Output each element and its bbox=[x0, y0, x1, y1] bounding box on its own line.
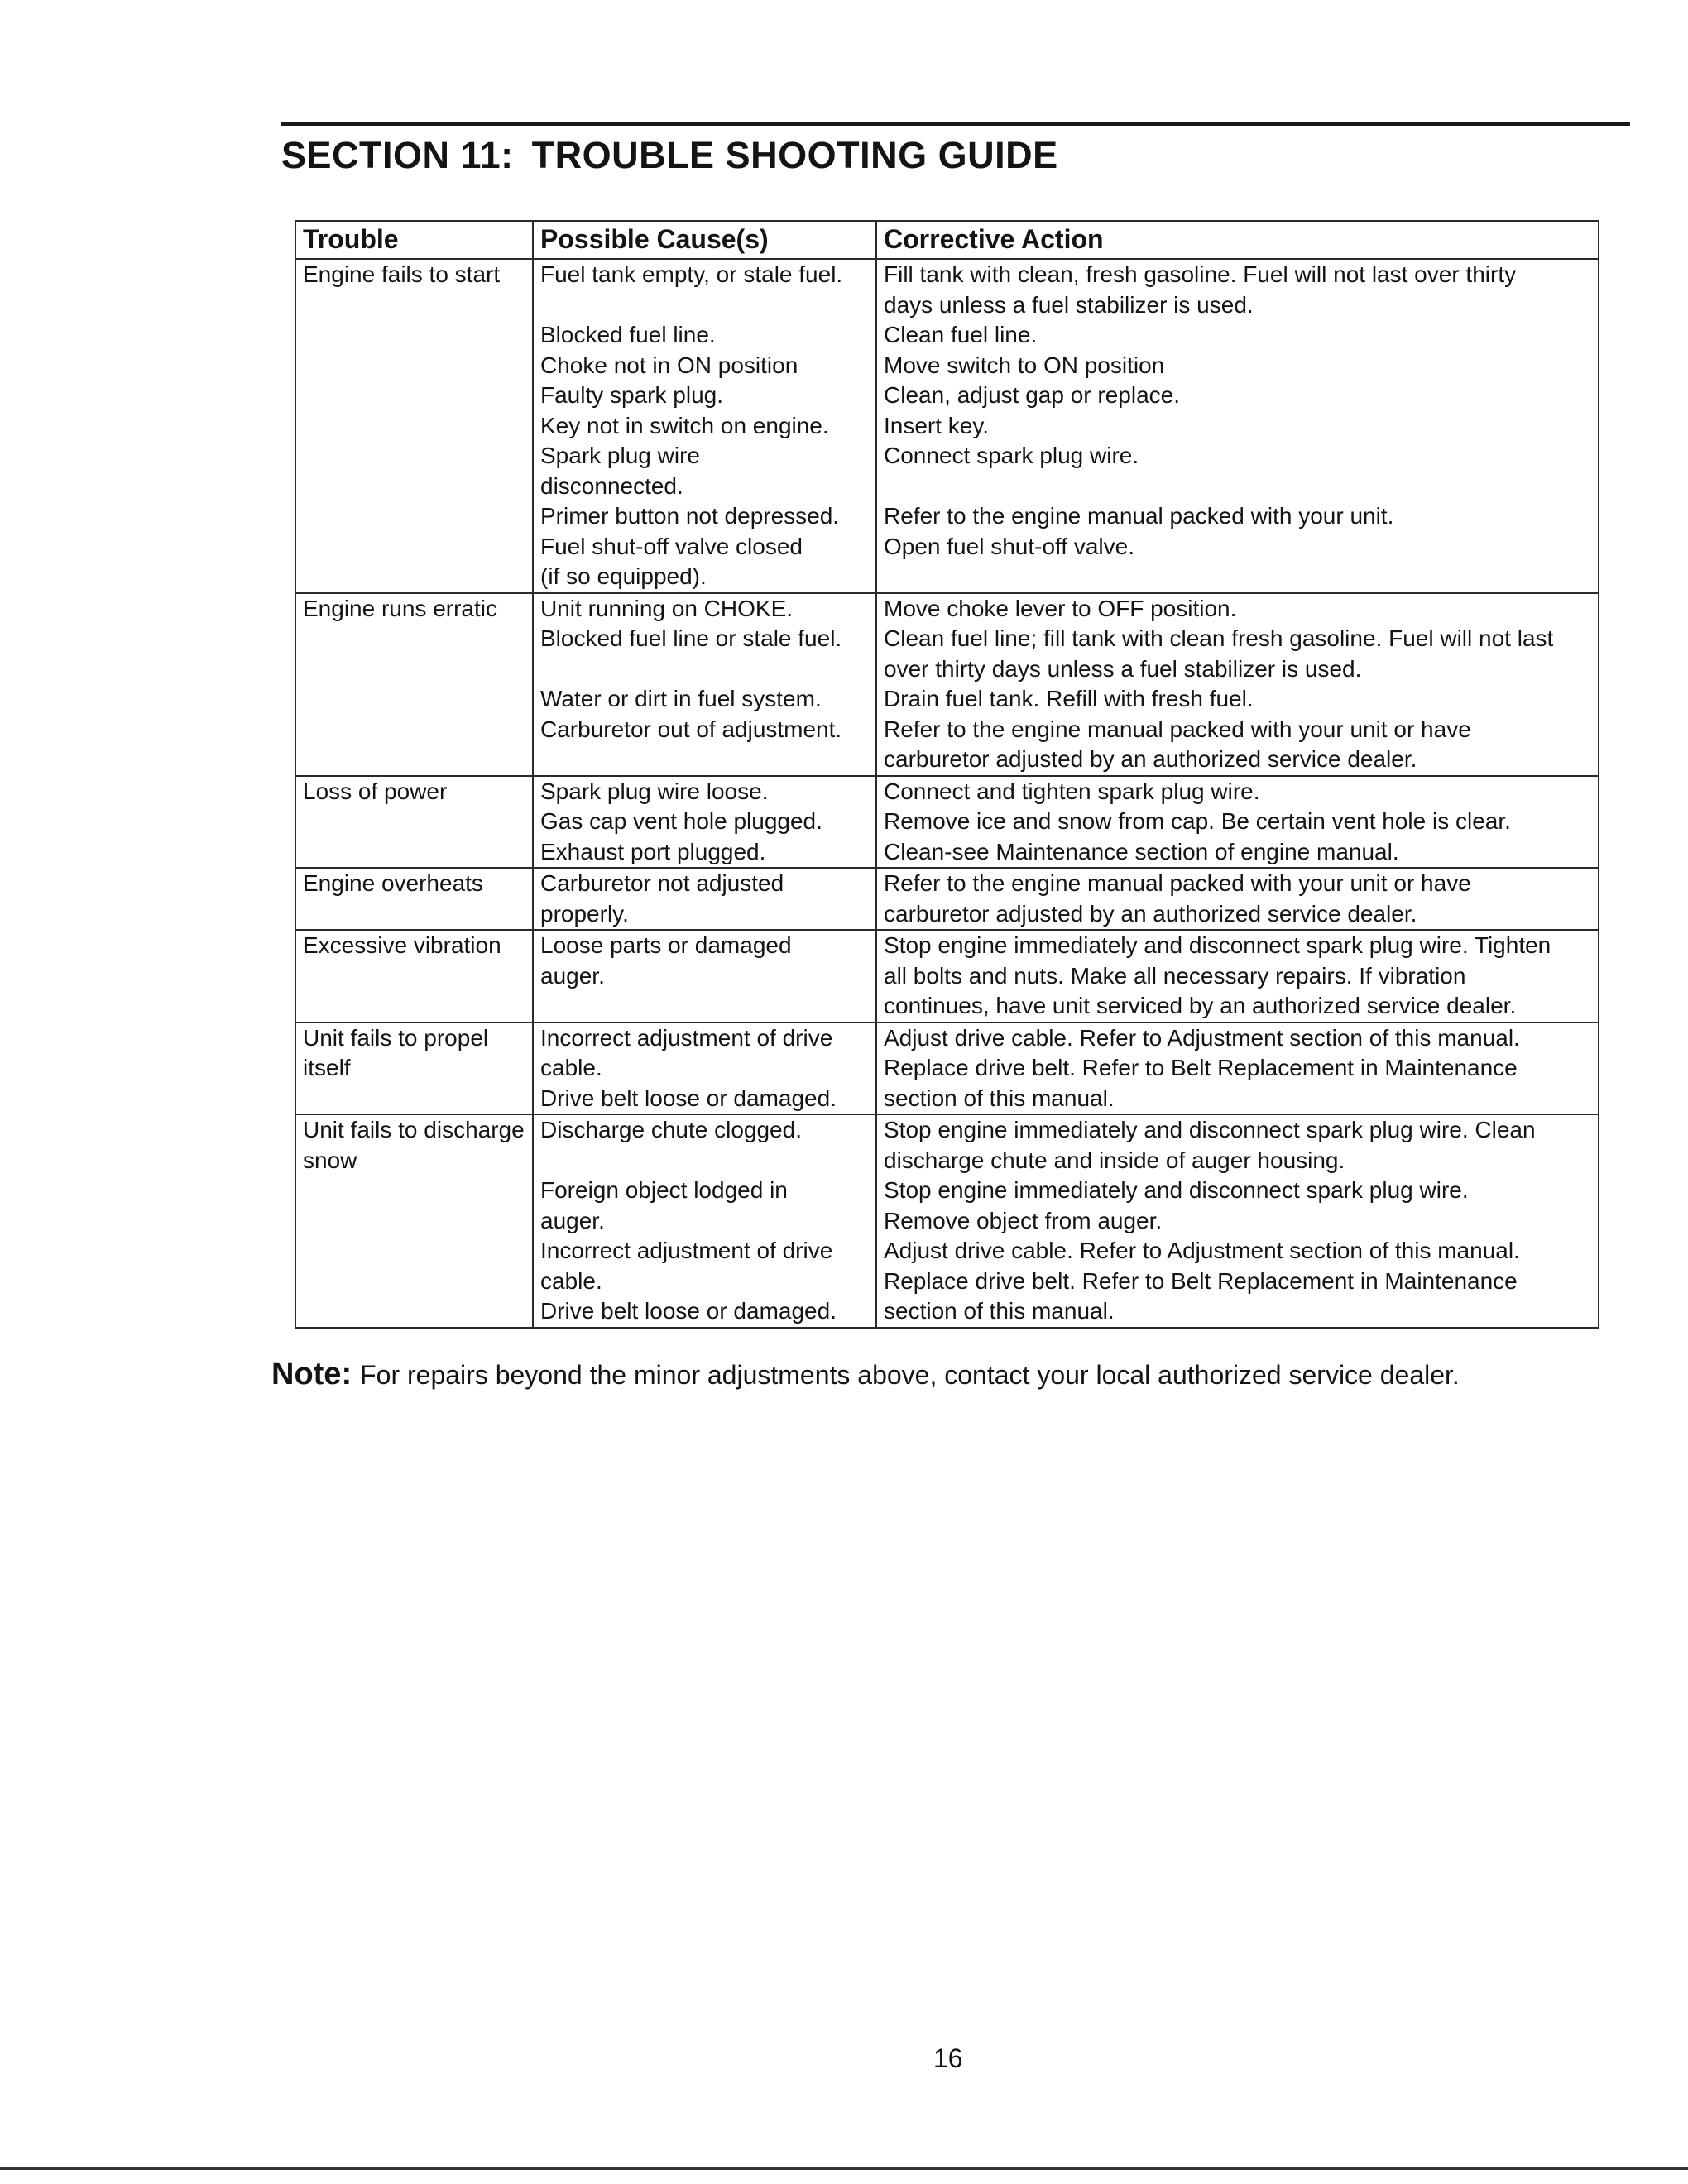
action-line: Adjust drive cable. Refer to Adjustment section of this manual. bbox=[884, 1238, 1520, 1263]
cause-line: (if so equipped). bbox=[540, 563, 707, 589]
cause-line: properly. bbox=[540, 900, 629, 927]
table-row bbox=[295, 593, 1599, 776]
cause-line: Faulty spark plug. bbox=[540, 382, 723, 408]
blank-line bbox=[540, 745, 870, 775]
action-line: Refer to the engine manual packed with your unit. bbox=[884, 503, 1394, 529]
section-number: SECTION 11: bbox=[281, 134, 514, 176]
table-header-row bbox=[295, 221, 1599, 259]
trouble-cell bbox=[295, 868, 533, 930]
action-line: all bolts and nuts. Make all necessary repairs. If vibration bbox=[884, 962, 1466, 989]
action-line: Fill tank with clean, fresh gasoline. Fuel will not last over thirty bbox=[884, 261, 1517, 287]
cause-line: cable. bbox=[540, 1055, 602, 1080]
table-row bbox=[295, 868, 1599, 930]
trouble-cell bbox=[295, 1023, 533, 1115]
action-cell bbox=[876, 593, 1599, 776]
blank-line bbox=[540, 991, 870, 1022]
cause-line: cable. bbox=[540, 1267, 602, 1294]
cause-line: Spark plug wire bbox=[540, 443, 700, 468]
cause-cell bbox=[533, 1114, 876, 1328]
action-cell bbox=[876, 930, 1599, 1023]
action-line: section of this manual. bbox=[884, 1085, 1115, 1111]
trouble-shooting-table bbox=[295, 220, 1599, 1329]
header-trouble: Trouble bbox=[295, 221, 533, 259]
trouble-text: Loss of power bbox=[303, 778, 448, 804]
action-line: over thirty days unless a fuel stabilizer is used. bbox=[884, 655, 1362, 682]
cause-line: Key not in switch on engine. bbox=[540, 412, 829, 438]
cause-line: Fuel tank empty, or stale fuel. bbox=[540, 261, 843, 287]
cause-cell bbox=[533, 259, 876, 593]
section-title bbox=[281, 134, 1058, 177]
cause-line: Drive belt loose or damaged. bbox=[540, 1298, 837, 1324]
table-row bbox=[295, 1114, 1599, 1328]
action-line: Connect spark plug wire. bbox=[884, 443, 1139, 468]
action-line: Drain fuel tank. Refill with fresh fuel. bbox=[884, 686, 1254, 711]
action-line: Move switch to ON position bbox=[884, 352, 1165, 378]
trouble-text: Unit fails to discharge snow bbox=[303, 1117, 525, 1173]
action-cell bbox=[876, 776, 1599, 869]
header-corrective-action: Corrective Action bbox=[876, 221, 1599, 259]
action-line: Remove object from auger. bbox=[884, 1207, 1163, 1233]
cause-line: Carburetor out of adjustment. bbox=[540, 716, 842, 742]
blank-line bbox=[540, 290, 870, 321]
action-line: Stop engine immediately and disconnect spark plug wire. bbox=[884, 1177, 1469, 1203]
cause-line: Choke not in ON position bbox=[540, 352, 798, 378]
cause-line: Carburetor not adjusted bbox=[540, 870, 784, 896]
cause-line: Blocked fuel line or stale fuel. bbox=[540, 625, 842, 651]
cause-line: Blocked fuel line. bbox=[540, 322, 716, 347]
action-line: Adjust drive cable. Refer to Adjustment section of this manual. bbox=[884, 1024, 1520, 1051]
blank-line bbox=[884, 472, 1593, 502]
cause-cell bbox=[533, 868, 876, 930]
bottom-rule bbox=[0, 2167, 1688, 2170]
note bbox=[271, 1357, 1460, 1392]
cause-line: Exhaust port plugged. bbox=[540, 838, 766, 864]
action-cell bbox=[876, 868, 1599, 930]
action-line: Stop engine immediately and disconnect spark plug wire. Clean bbox=[884, 1117, 1536, 1142]
cause-line: Primer button not depressed. bbox=[540, 503, 840, 529]
action-line: Clean fuel line. bbox=[884, 322, 1038, 347]
blank-line bbox=[540, 1146, 870, 1176]
cause-line: Water or dirt in fuel system. bbox=[540, 686, 822, 711]
table-row bbox=[295, 930, 1599, 1023]
cause-line: Loose parts or damaged bbox=[540, 932, 792, 958]
cause-line: Spark plug wire loose. bbox=[540, 778, 769, 804]
action-line: Refer to the engine manual packed with your unit or have bbox=[884, 716, 1471, 742]
section-heading: TROUBLE SHOOTING GUIDE bbox=[531, 134, 1058, 176]
cause-cell bbox=[533, 776, 876, 869]
action-line: Clean, adjust gap or replace. bbox=[884, 382, 1180, 408]
action-line: Refer to the engine manual packed with your unit or have bbox=[884, 870, 1471, 896]
cause-line: Incorrect adjustment of drive bbox=[540, 1238, 833, 1263]
action-line: Remove ice and snow from cap. Be certain vent hole is clear. bbox=[884, 808, 1511, 834]
note-text: For repairs beyond the minor adjustments above, contact your local authorized service dealer. bbox=[360, 1360, 1460, 1390]
table-body bbox=[295, 259, 1599, 1328]
cause-cell bbox=[533, 930, 876, 1023]
cause-line: auger. bbox=[540, 1207, 605, 1233]
cause-line: Foreign object lodged in bbox=[540, 1177, 788, 1203]
action-line: Clean fuel line; fill tank with clean fresh gasoline. Fuel will not last bbox=[884, 625, 1554, 651]
cause-line: Drive belt loose or damaged. bbox=[540, 1085, 837, 1111]
trouble-text: Unit fails to propel itself bbox=[303, 1024, 489, 1080]
action-cell bbox=[876, 1023, 1599, 1115]
trouble-text: Engine fails to start bbox=[303, 261, 501, 287]
cause-line: auger. bbox=[540, 962, 605, 989]
cause-line: Fuel shut-off valve closed bbox=[540, 533, 803, 559]
action-line: discharge chute and inside of auger housing. bbox=[884, 1147, 1345, 1173]
note-label: Note: bbox=[271, 1357, 352, 1391]
header-possible-causes: Possible Cause(s) bbox=[533, 221, 876, 259]
blank-line bbox=[540, 654, 870, 685]
trouble-cell bbox=[295, 776, 533, 869]
action-line: Move choke lever to OFF position. bbox=[884, 595, 1237, 621]
table-row bbox=[295, 259, 1599, 593]
trouble-text: Engine overheats bbox=[303, 870, 483, 896]
action-line: Open fuel shut-off valve. bbox=[884, 533, 1134, 559]
blank-line bbox=[884, 562, 1593, 592]
cause-line: Discharge chute clogged. bbox=[540, 1117, 802, 1142]
table-row bbox=[295, 1023, 1599, 1115]
action-cell bbox=[876, 1114, 1599, 1328]
cause-line: Gas cap vent hole plugged. bbox=[540, 808, 822, 834]
action-line: days unless a fuel stabilizer is used. bbox=[884, 291, 1254, 318]
action-line: Replace drive belt. Refer to Belt Replacement in Maintenance bbox=[884, 1267, 1518, 1294]
trouble-text: Engine runs erratic bbox=[303, 595, 498, 621]
trouble-cell bbox=[295, 1114, 533, 1328]
action-line: Connect and tighten spark plug wire. bbox=[884, 778, 1260, 804]
cause-cell bbox=[533, 1023, 876, 1115]
trouble-cell bbox=[295, 930, 533, 1023]
action-line: carburetor adjusted by an authorized service dealer. bbox=[884, 900, 1417, 927]
cause-line: Unit running on CHOKE. bbox=[540, 595, 794, 621]
trouble-text: Excessive vibration bbox=[303, 932, 501, 958]
action-line: Stop engine immediately and disconnect spark plug wire. Tighten bbox=[884, 932, 1551, 958]
action-line: carburetor adjusted by an authorized service dealer. bbox=[884, 746, 1417, 772]
action-line: continues, have unit serviced by an authorized service dealer. bbox=[884, 993, 1517, 1018]
top-rule bbox=[281, 122, 1630, 126]
trouble-cell bbox=[295, 593, 533, 776]
trouble-cell bbox=[295, 259, 533, 593]
action-line: Insert key. bbox=[884, 412, 990, 438]
action-line: Replace drive belt. Refer to Belt Replacement in Maintenance bbox=[884, 1055, 1518, 1080]
cause-line: Incorrect adjustment of drive bbox=[540, 1024, 833, 1051]
cause-cell bbox=[533, 593, 876, 776]
action-line: section of this manual. bbox=[884, 1298, 1115, 1324]
page-number: 16 bbox=[933, 2043, 963, 2073]
action-line: Clean-see Maintenance section of engine manual. bbox=[884, 838, 1399, 864]
cause-line: disconnected. bbox=[540, 472, 683, 499]
table-row bbox=[295, 776, 1599, 869]
action-cell bbox=[876, 259, 1599, 593]
